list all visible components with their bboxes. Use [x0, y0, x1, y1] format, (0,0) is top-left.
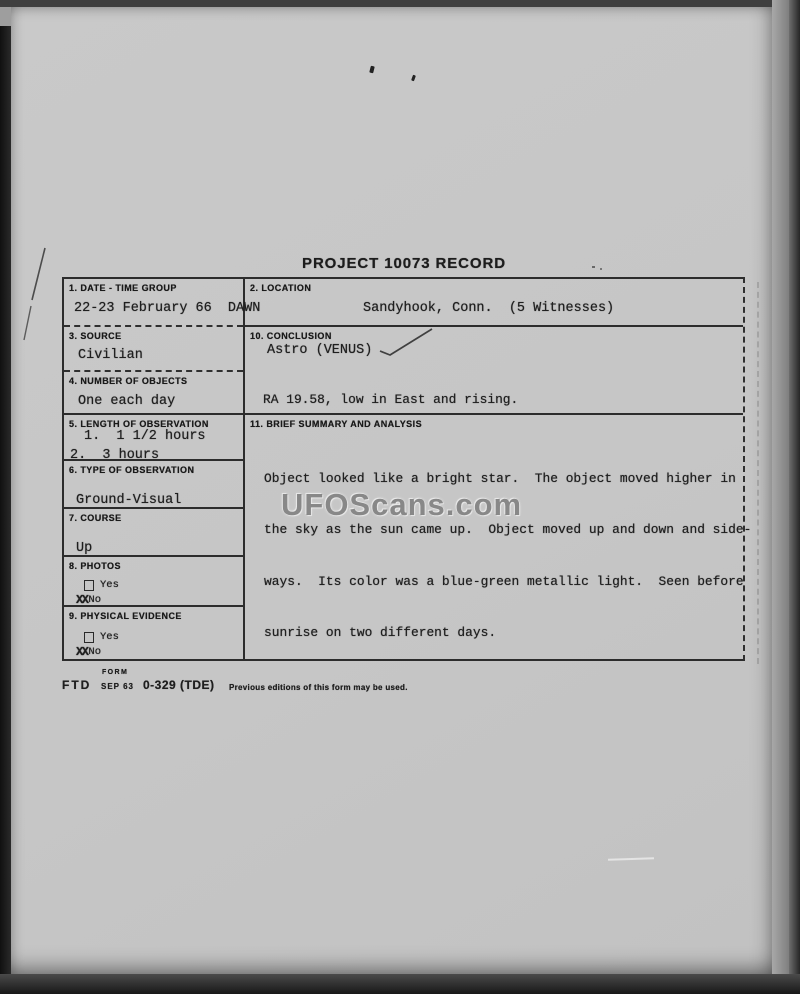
field-label: 1. DATE - TIME GROUP	[69, 283, 177, 293]
field-label: 11. BRIEF SUMMARY AND ANALYSIS	[250, 419, 423, 429]
summary-line-3: ways. Its color was a blue-green metallic light. Seen before	[264, 573, 744, 589]
field-label: 9. PHYSICAL EVIDENCE	[69, 611, 182, 621]
field-label: 6. TYPE OF OBSERVATION	[69, 465, 195, 475]
summary-line-2: the sky as the sun came up. Object moved up and down and side-	[264, 522, 752, 538]
course-value: Up	[76, 541, 93, 556]
xx-mark: XX	[76, 645, 88, 659]
physical-evidence-no-option	[76, 645, 101, 659]
photos-no-label: No	[88, 594, 102, 606]
length-observation-line1: 1. 1 1/2 hours	[84, 429, 206, 444]
field-label: 4. NUMBER OF OBJECTS	[69, 376, 188, 386]
field-label: 7. COURSE	[69, 513, 122, 523]
checkbox-unchecked-icon	[84, 632, 94, 643]
type-of-observation-value: Ground-Visual	[76, 493, 182, 508]
footer-editions-note: Previous editions of this form may be used.	[229, 683, 408, 692]
page-title: PROJECT 10073 RECORD	[302, 255, 506, 272]
paper-edge-shadow	[772, 0, 789, 980]
length-observation-line2: 2. 3 hours	[70, 448, 160, 463]
photos-no-option	[76, 593, 101, 607]
physical-evidence-no-label: No	[88, 646, 102, 658]
physical-evidence-yes-option	[84, 631, 119, 643]
physical-evidence-yes-label: Yes	[100, 631, 119, 643]
footer-form-number: 0-329 (TDE)	[143, 678, 215, 692]
watermark: UFOScans.com	[281, 487, 523, 522]
summary-line-4: sunrise on two different days.	[264, 625, 497, 641]
date-time-group-value: 22-23 February 66 DAWN	[74, 301, 261, 316]
field-label: 8. PHOTOS	[69, 561, 121, 571]
photo-frame-left	[0, 26, 11, 978]
conclusion-note: RA 19.58, low in East and rising.	[263, 392, 519, 407]
summary-line-1: Object looked like a bright star. The object moved higher in	[264, 471, 736, 486]
location-value: Sandyhook, Conn. (5 Witnesses)	[363, 301, 615, 316]
field-label: 2. LOCATION	[250, 283, 312, 293]
source-value: Civilian	[78, 348, 143, 363]
field-label: 3. SOURCE	[69, 331, 122, 341]
paper-fold-line	[757, 282, 759, 664]
field-label: 10. CONCLUSION	[250, 331, 332, 341]
conclusion-value: Astro (VENUS)	[267, 343, 373, 358]
summary-text	[264, 441, 751, 677]
field-label: 5. LENGTH OF OBSERVATION	[69, 419, 209, 429]
footer-form-date: SEP 63	[101, 682, 134, 691]
photos-yes-label: Yes	[100, 579, 119, 591]
photos-yes-option	[84, 579, 119, 591]
photo-frame-bottom	[0, 974, 800, 994]
checkbox-unchecked-icon	[84, 580, 94, 591]
xx-mark: XX	[76, 593, 88, 607]
footer-agency: FTD	[62, 678, 92, 692]
photo-frame-right	[789, 0, 800, 994]
photo-frame-corner	[0, 7, 11, 26]
footer-form-word: FORM	[102, 669, 129, 676]
number-of-objects-value: One each day	[78, 394, 176, 409]
